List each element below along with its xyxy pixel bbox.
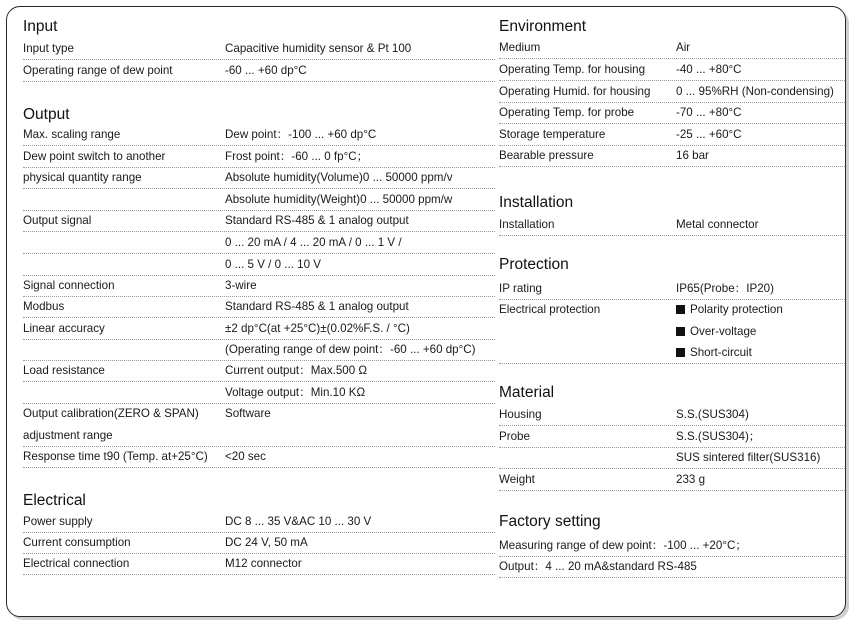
spec-value xyxy=(676,343,752,363)
spec-label: Operating Humid. for housing xyxy=(499,85,651,98)
spec-value: SUS sintered filter(SUS316) xyxy=(676,451,821,464)
spec-row-signal-connection xyxy=(23,276,495,296)
bullet-square-icon xyxy=(676,305,685,314)
spec-value xyxy=(676,300,783,320)
spec-value: Standard RS-485 & 1 analog output xyxy=(225,214,409,227)
spec-label: Output signal xyxy=(23,214,92,227)
protection-item: Polarity protection xyxy=(690,303,783,316)
spec-value: DC 24 V, 50 mA xyxy=(225,536,308,549)
spec-value: DC 8 ... 35 V&AC 10 ... 30 V xyxy=(225,515,372,528)
spec-label: Input type xyxy=(23,42,74,55)
spec-row-dew-point-range xyxy=(23,61,495,81)
spec-label: Bearable pressure xyxy=(499,149,594,162)
spec-value: <20 sec xyxy=(225,450,266,463)
spec-label: adjustment range xyxy=(23,429,113,442)
spec-label: Current consumption xyxy=(23,536,131,549)
spec-row-installation xyxy=(499,215,845,235)
spec-row-physical-quantity xyxy=(23,168,495,188)
spec-row-op-temp-housing xyxy=(499,60,845,80)
spec-label: Medium xyxy=(499,41,541,54)
spec-row-electrical-connection xyxy=(23,554,495,574)
spec-row-current-consumption xyxy=(23,533,495,553)
spec-value: Frost point：-60 ... 0 fp°C； xyxy=(225,150,369,163)
spec-label: Measuring range of dew point：-100 ... +20°C； xyxy=(499,539,747,552)
spec-value: 233 g xyxy=(676,473,706,486)
spec-value: Software xyxy=(225,407,271,420)
spec-row-linear-accuracy-cont xyxy=(23,340,495,360)
spec-value: Standard RS-485 & 1 analog output xyxy=(225,300,409,313)
section-title-material: Material xyxy=(499,384,555,401)
spec-label: Weight xyxy=(499,473,535,486)
spec-row-op-temp-probe xyxy=(499,103,845,123)
spec-row-output-calibration xyxy=(23,404,495,424)
spec-value: Dew point：-100 ... +60 dp°C xyxy=(225,128,377,141)
spec-value: -60 ... +60 dp°C xyxy=(225,64,307,77)
spec-row-housing xyxy=(499,405,845,425)
spec-label: Output：4 ... 20 mA&standard RS-485 xyxy=(499,560,697,573)
section-title-environment: Environment xyxy=(499,18,587,35)
spec-row-output-signal-cont-1 xyxy=(23,233,495,253)
spec-label: IP rating xyxy=(499,282,542,295)
spec-row-modbus xyxy=(23,297,495,317)
bullet-square-icon xyxy=(676,348,685,357)
spec-label: Linear accuracy xyxy=(23,322,105,335)
spec-row-output-signal-cont-2 xyxy=(23,255,495,275)
spec-value: ±2 dp°C(at +25°C)±(0.02%F.S. / °C) xyxy=(225,322,410,335)
spec-label: Power supply xyxy=(23,515,93,528)
spec-value: Voltage output：Min.10 KΩ xyxy=(225,386,366,399)
spec-row-probe xyxy=(499,427,845,447)
section-title-electrical: Electrical xyxy=(23,492,86,509)
spec-row-op-humid-housing xyxy=(499,82,845,102)
spec-label: physical quantity range xyxy=(23,171,142,184)
spec-row-power-supply xyxy=(23,512,495,532)
section-title-installation: Installation xyxy=(499,194,574,211)
spec-row-electrical-protection xyxy=(499,300,845,320)
spec-value: 3-wire xyxy=(225,279,257,292)
section-title-output: Output xyxy=(23,106,70,123)
spec-value: -25 ... +60°C xyxy=(676,128,742,141)
spec-value: Metal connector xyxy=(676,218,759,231)
spec-label: Operating Temp. for housing xyxy=(499,63,646,76)
spec-label: Probe xyxy=(499,430,530,443)
section-title-protection: Protection xyxy=(499,256,569,273)
section-title-input: Input xyxy=(23,18,58,35)
spec-label: Output calibration(ZERO & SPAN) xyxy=(23,407,199,420)
spec-label: Signal connection xyxy=(23,279,115,292)
spec-label: Dew point switch to another xyxy=(23,150,166,163)
spec-value: Absolute humidity(Weight)0 ... 50000 ppm/w xyxy=(225,193,453,206)
spec-label: Storage temperature xyxy=(499,128,606,141)
section-title-factory-setting: Factory setting xyxy=(499,513,601,530)
protection-item: Over-voltage xyxy=(690,325,757,338)
spec-value: 16 bar xyxy=(676,149,709,162)
spec-row-dew-point-switch xyxy=(23,147,495,167)
spec-row-weight xyxy=(499,470,845,490)
spec-label: Housing xyxy=(499,408,542,421)
spec-row-ip-rating xyxy=(499,279,845,299)
protection-item: Short-circuit xyxy=(690,346,752,359)
spec-value: -70 ... +80°C xyxy=(676,106,742,119)
spec-row-load-resistance xyxy=(23,361,495,381)
bullet-square-icon xyxy=(676,327,685,336)
spec-value: 0 ... 5 V / 0 ... 10 V xyxy=(225,258,322,271)
spec-panel xyxy=(6,6,846,617)
spec-row-medium xyxy=(499,38,845,58)
spec-label: Electrical connection xyxy=(23,557,130,570)
spec-value: IP65(Probe：IP20) xyxy=(676,282,774,295)
spec-value: -40 ... +80°C xyxy=(676,63,742,76)
spec-value: 0 ... 95%RH (Non-condensing) xyxy=(676,85,834,98)
spec-row-output-signal xyxy=(23,211,495,231)
spec-value: (Operating range of dew point：-60 ... +60 dp°C) xyxy=(225,343,476,356)
spec-value: Capacitive humidity sensor & Pt 100 xyxy=(225,42,412,55)
spec-row-max-scaling xyxy=(23,125,495,145)
spec-row-bearable-pressure xyxy=(499,146,845,166)
spec-row-response-time xyxy=(23,447,495,467)
spec-row-storage-temp xyxy=(499,125,845,145)
spec-row-over-voltage xyxy=(499,322,845,342)
spec-row-linear-accuracy xyxy=(23,319,495,339)
spec-label: Installation xyxy=(499,218,555,231)
spec-row-physical-quantity-cont xyxy=(23,190,495,210)
spec-row-adjustment-range xyxy=(23,426,495,446)
spec-label: Response time t90 (Temp. at+25°C) xyxy=(23,450,208,463)
spec-row-output-default xyxy=(499,557,845,577)
spec-label: Electrical protection xyxy=(499,303,601,316)
spec-row-load-resistance-cont xyxy=(23,383,495,403)
spec-row-probe-filter xyxy=(499,448,845,468)
spec-row-measuring-range xyxy=(499,536,845,556)
spec-row-input-type xyxy=(23,39,495,59)
spec-value xyxy=(676,322,756,342)
spec-value: S.S.(SUS304)； xyxy=(676,430,761,443)
spec-label: Load resistance xyxy=(23,364,105,377)
spec-label: Operating Temp. for probe xyxy=(499,106,635,119)
spec-value: Current output：Max.500 Ω xyxy=(225,364,368,377)
spec-value: M12 connector xyxy=(225,557,302,570)
spec-value: S.S.(SUS304) xyxy=(676,408,749,421)
spec-label: Max. scaling range xyxy=(23,128,121,141)
spec-value: Air xyxy=(676,41,691,54)
spec-label: Modbus xyxy=(23,300,65,313)
spec-row-short-circuit xyxy=(499,343,845,363)
spec-value: Absolute humidity(Volume)0 ... 50000 ppm/v xyxy=(225,171,453,184)
spec-label: Operating range of dew point xyxy=(23,64,173,77)
spec-value: 0 ... 20 mA / 4 ... 20 mA / 0 ... 1 V / xyxy=(225,236,402,249)
